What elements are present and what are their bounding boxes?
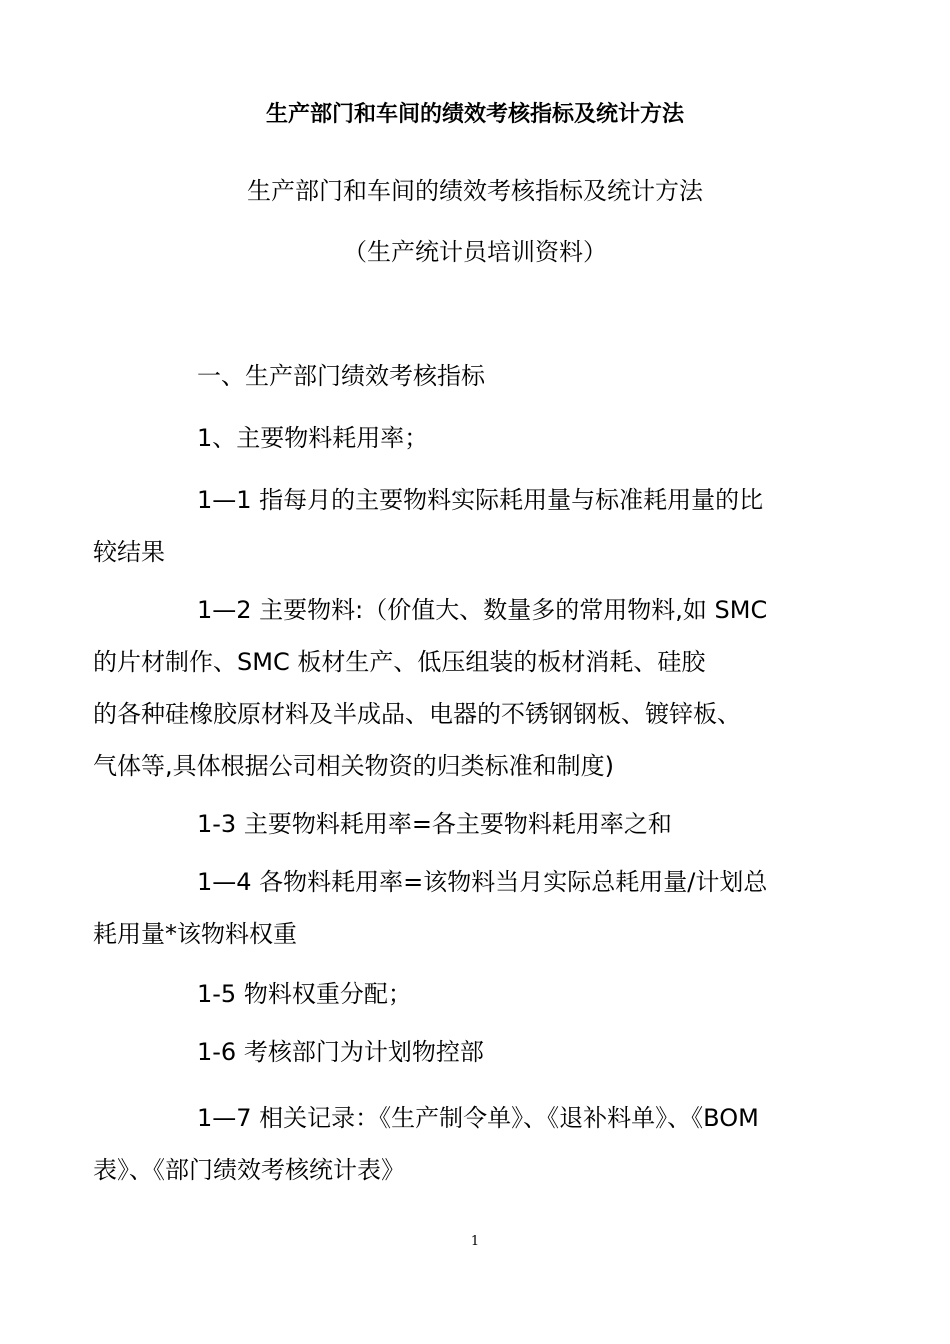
item-1-4-line-2: 耗用量*该物料权重 <box>93 920 297 948</box>
item-1-3: 1-3 主要物料耗用率=各主要物料耗用率之和 <box>197 810 672 838</box>
item-1-4 <box>93 856 813 960</box>
item-1-1-line-1: 1—1 指每月的主要物料实际耗用量与标准耗用量的比 <box>197 486 764 514</box>
item-1-7 <box>93 1092 813 1196</box>
item-1-2-line-1: 1—2 主要物料:（价值大、数量多的常用物料,如 SMC <box>197 596 768 624</box>
item-1-1 <box>93 474 813 578</box>
document-subtitle: 生产部门和车间的绩效考核指标及统计方法 <box>247 177 703 205</box>
item-1: 1、主要物料耗用率； <box>197 424 429 452</box>
item-1-4-line-1: 1—4 各物料耗用率=该物料当月实际总耗用量/计划总 <box>197 868 768 896</box>
section-heading: 一、生产部门绩效考核指标 <box>197 362 485 390</box>
item-1-7-line-1: 1—7 相关记录：《生产制令单》、《退补料单》、《BOM <box>197 1104 759 1132</box>
item-1-2 <box>93 584 813 792</box>
page-number: 1 <box>470 1234 480 1249</box>
item-1-6: 1-6 考核部门为计划物控部 <box>197 1038 484 1066</box>
item-1-1-line-2: 较结果 <box>93 538 165 566</box>
item-1-2-line-4: 气体等,具体根据公司相关物资的归类标准和制度) <box>93 752 614 780</box>
document-subtitle-note: （生产统计员培训资料） <box>343 238 607 266</box>
item-1-2-line-2: 的片材制作、SMC 板材生产、低压组装的板材消耗、硅胶 <box>93 648 706 676</box>
page-title: 生产部门和车间的绩效考核指标及统计方法 <box>265 102 684 127</box>
item-1-2-line-3: 的各种硅橡胶原材料及半成品、电器的不锈钢钢板、镀锌板、 <box>93 700 741 728</box>
item-1-5: 1-5 物料权重分配； <box>197 980 412 1008</box>
item-1-7-line-2: 表》、《部门绩效考核统计表》 <box>93 1156 405 1184</box>
